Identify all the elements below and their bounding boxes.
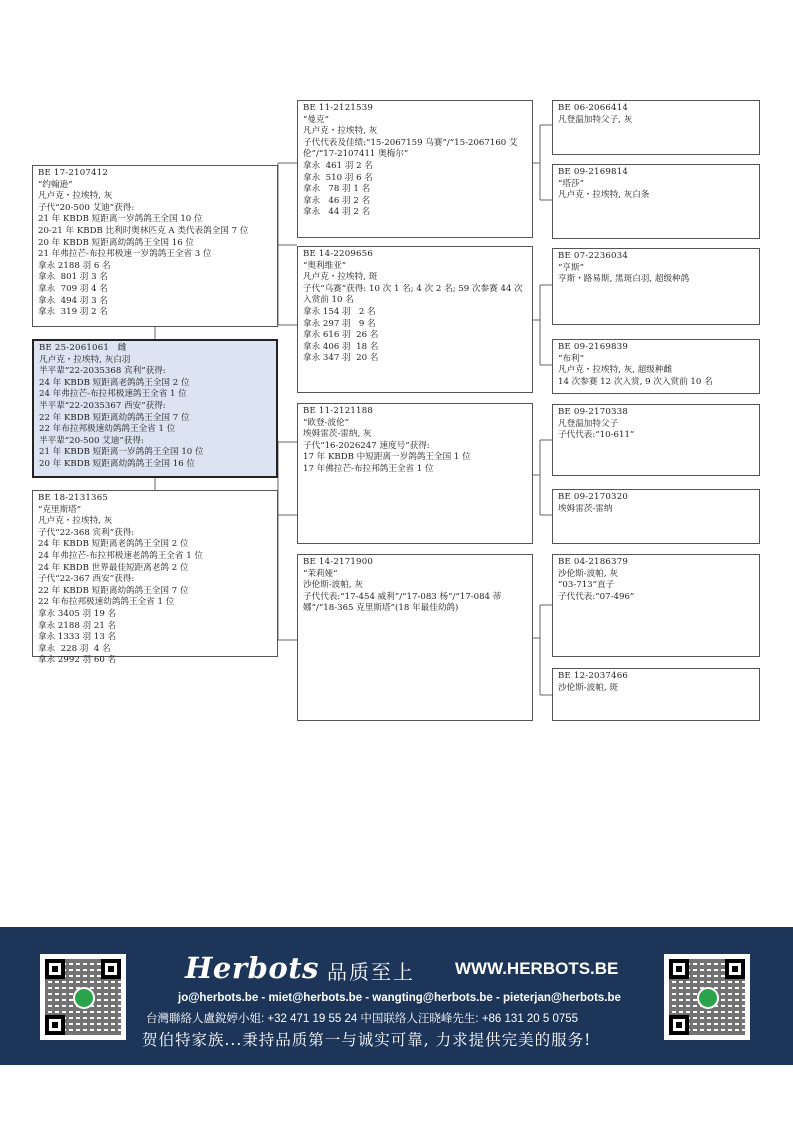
dam-details bbox=[38, 505, 272, 667]
detail-line: 21 年弗拉芒-布拉邦极速一岁鸽鸽王全省 3 位 bbox=[38, 249, 212, 260]
great-grandparent-1-ring: BE 06-2066414 bbox=[558, 103, 629, 113]
great-grandparent-2-details bbox=[558, 179, 754, 202]
email-contacts[interactable]: jo@herbots.be - miet@herbots.be - wangting@herbots.be - pieterjan@herbots.be bbox=[178, 992, 621, 1004]
detail-line: 凡登温加特父子 bbox=[558, 418, 619, 429]
slogan: 品质至上 bbox=[327, 960, 415, 984]
dam-dam-details bbox=[303, 569, 527, 615]
dam-sire-ring: BE 11-2121188 bbox=[303, 406, 374, 416]
detail-line: 22 年布拉邦极速幼鸽鸽王全省 1 位 bbox=[39, 424, 176, 435]
detail-line: 20-21 年 KBDB 比利时奥林匹克 A 类代表鸽全国 7 位 bbox=[38, 225, 249, 236]
detail-line: 拿永 2188 羽 6 名 bbox=[38, 260, 111, 271]
detail-line: 子代“22-367 西安”获得: bbox=[38, 574, 135, 585]
detail-line: 子代“16-2026247 速度号”获得: bbox=[303, 440, 430, 451]
detail-line: 拿永 46 羽 2 名 bbox=[303, 195, 371, 206]
wechat-qr-icon-right[interactable] bbox=[664, 954, 750, 1040]
detail-line: 子代代表:“17-454 威利”/“17-083 杨”/“17-084 蒂娜”/“18-365 克里斯塔”(18 年最佳幼鸽) bbox=[303, 591, 502, 614]
detail-line: 17 年佛拉芒-布拉邦鸽王全省 1 位 bbox=[303, 463, 434, 474]
great-grandparent-1-card bbox=[552, 100, 760, 155]
great-grandparent-5-ring: BE 09-2170338 bbox=[558, 407, 629, 417]
detail-line: 20 年 KBDB 短距离幼鸽鸽王全国 16 位 bbox=[39, 458, 196, 469]
detail-line: 凡卢克・拉埃特, 灰 bbox=[303, 126, 378, 137]
detail-line: 21 年 KBDB 短距离一岁鸽鸽王全国 10 位 bbox=[39, 447, 204, 458]
tagline: 贺伯特家族...秉持品质第一与诚实可靠, 力求提供完美的服务! bbox=[142, 1031, 592, 1049]
sire-dam-details bbox=[303, 261, 527, 365]
detail-line: 17 年 KBDB 中短距离一岁鸽鸽王全国 1 位 bbox=[303, 452, 471, 463]
detail-line: 子代代表:“10-611” bbox=[558, 430, 635, 441]
detail-line: 凡卢克・拉埃特, 灰白条 bbox=[558, 190, 650, 201]
great-grandparent-8-card bbox=[552, 668, 760, 721]
great-grandparent-6-card bbox=[552, 489, 760, 544]
detail-line: 子代代表及佳绩:“15-2067159 乌赛”/“15-2067160 艾伦”/“17-2107411 奥梅尔” bbox=[303, 137, 518, 160]
detail-line: 24 年 KBDB 世界最佳短距离老鸽 2 位 bbox=[38, 562, 189, 573]
detail-line: “欧登-波伦” bbox=[303, 417, 350, 428]
detail-line: 14 次参赛 12 次入赏, 9 次入赏前 10 名 bbox=[558, 376, 713, 387]
detail-line: 拿永 709 羽 4 名 bbox=[38, 283, 108, 294]
subject-ring: BE 25-2061061 雌 bbox=[39, 343, 127, 353]
detail-line: 沙伦斯-波帕, 斑 bbox=[558, 682, 618, 693]
dam-dam-card bbox=[297, 554, 533, 721]
great-grandparent-5-details bbox=[558, 419, 754, 442]
detail-line: 凡卢克・拉埃特, 斑 bbox=[303, 272, 378, 283]
great-grandparent-6-ring: BE 09-2170320 bbox=[558, 492, 629, 502]
detail-line: 凡卢克・拉埃特, 灰 bbox=[38, 191, 113, 202]
detail-line: 拿永 406 羽 18 名 bbox=[303, 341, 379, 352]
phone-contacts: 台灣聯絡人盧銳婷小姐: +32 471 19 55 24 中国联络人汪晓峰先生: +86 131 20 5 0755 bbox=[146, 1013, 579, 1025]
great-grandparent-3-ring: BE 07-2236034 bbox=[558, 251, 629, 261]
great-grandparent-1-details bbox=[558, 115, 754, 127]
great-grandparent-4-ring: BE 09-2169839 bbox=[558, 342, 629, 352]
detail-line: “亨斯” bbox=[558, 262, 584, 273]
brand-logo: Herbots bbox=[185, 951, 319, 985]
detail-line: 拿永 319 羽 2 名 bbox=[38, 307, 108, 318]
detail-line: 沙伦斯-波帕, 灰 bbox=[303, 580, 363, 591]
detail-line: 22 年布拉邦极速幼鸽鸽王全省 1 位 bbox=[38, 597, 175, 608]
detail-line: 拿永 44 羽 2 名 bbox=[303, 207, 371, 218]
detail-line: 21 年 KBDB 短距离一岁鸽鸽王全国 10 位 bbox=[38, 214, 203, 225]
detail-line: “布利” bbox=[558, 353, 584, 364]
detail-line: 拿永 78 羽 1 名 bbox=[303, 184, 371, 195]
detail-line: 拿永 228 羽 4 名 bbox=[38, 643, 111, 654]
detail-line: “曼克” bbox=[303, 114, 329, 125]
detail-line: 拿永 1333 羽 13 名 bbox=[38, 632, 117, 643]
footer-banner bbox=[0, 927, 793, 1065]
detail-line: 子代“22-368 宾利”获得: bbox=[38, 527, 135, 538]
detail-line: “塔莎” bbox=[558, 178, 584, 189]
great-grandparent-2-card bbox=[552, 164, 760, 239]
detail-line: 半平辈“22-2035368 宾利”获得: bbox=[39, 366, 166, 377]
detail-line: 24 年 KBDB 短距离老鸽鸽王全国 2 位 bbox=[39, 377, 190, 388]
detail-line: 拿永 297 羽 9 名 bbox=[303, 318, 376, 329]
detail-line: 22 年 KBDB 短距离幼鸽鸽王全国 7 位 bbox=[38, 585, 189, 596]
sire-sire-card bbox=[297, 100, 533, 238]
detail-line: 22 年 KBDB 短距离幼鸽鸽王全国 7 位 bbox=[39, 412, 190, 423]
great-grandparent-4-details bbox=[558, 354, 754, 389]
detail-line: 沙伦斯-波帕, 灰 bbox=[558, 568, 618, 579]
great-grandparent-7-details bbox=[558, 569, 754, 604]
detail-line: 20 年 KBDB 短距离幼鸽鸽王全国 16 位 bbox=[38, 237, 195, 248]
detail-line: 子代“20-500 艾迪”获得: bbox=[38, 202, 135, 213]
detail-line: 24 年弗拉芒-布拉邦极速鸽王全省 1 位 bbox=[39, 389, 187, 400]
detail-line: 凡卢克・拉埃特, 灰白羽 bbox=[39, 354, 131, 365]
detail-line: 凡卢克・拉埃特, 灰 bbox=[38, 516, 113, 527]
detail-line: 拿永 801 羽 3 名 bbox=[38, 272, 108, 283]
dam-card bbox=[32, 490, 278, 666]
detail-line: 24 年 KBDB 短距离老鸽鸽王全国 2 位 bbox=[38, 539, 189, 550]
sire-ring: BE 17-2107412 bbox=[38, 168, 109, 178]
detail-line: 拿永 154 羽 2 名 bbox=[303, 306, 376, 317]
detail-line: 半平辈“20-500 艾迪”获得: bbox=[39, 435, 144, 446]
great-grandparent-3-card bbox=[552, 248, 760, 325]
detail-line: 半平辈“22-2035367 西安”获得: bbox=[39, 400, 166, 411]
detail-line: “约翰逊” bbox=[38, 179, 73, 190]
detail-line: “奥利维亚” bbox=[303, 260, 347, 271]
detail-line: 拿永 2188 羽 21 名 bbox=[38, 620, 117, 631]
detail-line: 凡卢克・拉埃特, 灰, 超级种雌 bbox=[558, 365, 673, 376]
detail-line: 埃姆雷茨-雷纳, 灰 bbox=[303, 429, 372, 440]
subject-card bbox=[32, 339, 278, 478]
great-grandparent-8-ring: BE 12-2037466 bbox=[558, 671, 629, 681]
detail-line: 拿永 3405 羽 19 名 bbox=[38, 608, 117, 619]
great-grandparent-7-card bbox=[552, 554, 760, 657]
detail-line: 亨斯・路易斯, 黑斑白羽, 超级种鸽 bbox=[558, 274, 690, 285]
sire-dam-ring: BE 14-2209656 bbox=[303, 249, 374, 259]
great-grandparent-8-details bbox=[558, 683, 754, 695]
subject-details bbox=[39, 355, 271, 471]
detail-line: 埃姆雷茨-雷纳 bbox=[558, 503, 613, 514]
detail-line: 拿永 510 羽 6 名 bbox=[303, 172, 373, 183]
detail-line: 凡登温加特父子, 灰 bbox=[558, 114, 633, 125]
brand-row bbox=[185, 951, 625, 987]
detail-line: 拿永 461 羽 2 名 bbox=[303, 160, 373, 171]
detail-line: “茉莉娅” bbox=[303, 568, 338, 579]
dam-ring: BE 18-2131365 bbox=[38, 493, 109, 503]
detail-line: 拿永 347 羽 20 名 bbox=[303, 353, 379, 364]
detail-line: 子代“乌赛”获得: 10 次 1 名; 4 次 2 名; 59 次参赛 44 次入赏前 10 名 bbox=[303, 283, 523, 306]
sire-sire-ring: BE 11-2121539 bbox=[303, 103, 374, 113]
detail-line: 拿永 616 羽 26 名 bbox=[303, 330, 379, 341]
dam-sire-card bbox=[297, 403, 533, 544]
detail-line: 拿永 2992 羽 60 名 bbox=[38, 655, 117, 666]
great-grandparent-6-details bbox=[558, 504, 754, 516]
detail-line: 拿永 494 羽 3 名 bbox=[38, 295, 108, 306]
detail-line: 子代代表:“07-496” bbox=[558, 591, 635, 602]
detail-line: “克里斯塔” bbox=[38, 504, 82, 515]
sire-card bbox=[32, 165, 278, 327]
detail-line: 24 年弗拉芒-布拉邦极速老鸽鸽王全省 1 位 bbox=[38, 550, 204, 561]
wechat-qr-icon[interactable] bbox=[40, 954, 126, 1040]
website-link[interactable]: WWW.HERBOTS.BE bbox=[455, 959, 619, 978]
great-grandparent-7-ring: BE 04-2186379 bbox=[558, 557, 629, 567]
great-grandparent-3-details bbox=[558, 263, 754, 286]
detail-line: “03-713”直子 bbox=[558, 580, 615, 591]
great-grandparent-4-card bbox=[552, 339, 760, 394]
sire-dam-card bbox=[297, 246, 533, 393]
dam-sire-details bbox=[303, 418, 527, 476]
sire-sire-details bbox=[303, 115, 527, 219]
dam-dam-ring: BE 14-2171900 bbox=[303, 557, 374, 567]
great-grandparent-5-card bbox=[552, 404, 760, 476]
great-grandparent-2-ring: BE 09-2169814 bbox=[558, 167, 629, 177]
sire-details bbox=[38, 180, 272, 319]
